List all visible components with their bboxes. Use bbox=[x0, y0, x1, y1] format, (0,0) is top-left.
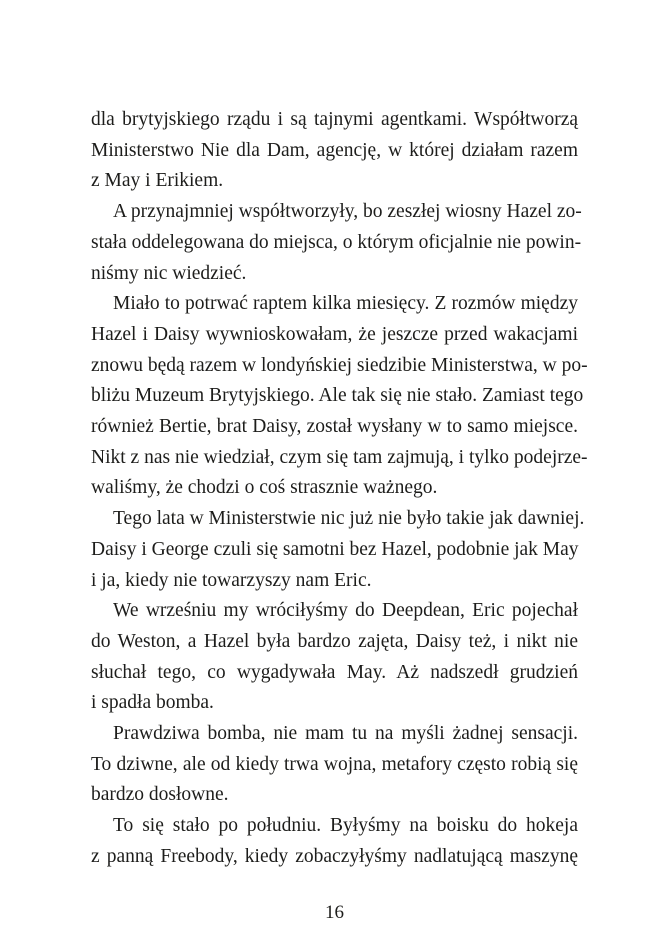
text-line: do Weston, a Hazel była bardzo zajęta, Daisy też, i nikt nie bbox=[91, 630, 578, 652]
text-line: stała oddelegowana do miejsca, o którym oficjalnie nie powin- bbox=[91, 231, 582, 253]
text-line: We wrześniu my wróciłyśmy do Deepdean, Eric pojechał bbox=[113, 600, 578, 622]
text-line: z panną Freebody, kiedy zobaczyłyśmy nadlatującą maszynę bbox=[91, 845, 578, 867]
paragraph bbox=[91, 105, 578, 197]
paragraph bbox=[91, 289, 588, 504]
text-line: Daisy i George czuli się samotni bez Hazel, podobnie jak May bbox=[91, 538, 579, 560]
text-line: To dziwne, ale od kiedy trwa wojna, metafory często robią się bbox=[91, 753, 578, 775]
text-line: waliśmy, że chodzi o coś strasznie ważnego. bbox=[91, 477, 438, 499]
paragraph bbox=[91, 596, 578, 719]
text-line: Miało to potrwać raptem kilka miesięcy. Z rozmów między bbox=[113, 293, 578, 315]
text-line: słuchał tego, co wygadywała May. Aż nadszedł grudzień bbox=[91, 661, 578, 683]
text-line: bliżu Muzeum Brytyjskiego. Ale tak się nie stało. Zamiast tego bbox=[91, 385, 584, 407]
text-line: Hazel i Daisy wywnioskowałam, że jeszcze przed wakacjami bbox=[91, 323, 578, 345]
paragraph bbox=[91, 197, 582, 289]
text-line: Tego lata w Ministerstwie nic już nie było takie jak dawniej. bbox=[113, 508, 585, 530]
paragraph bbox=[91, 719, 578, 811]
text-line: Prawdziwa bomba, nie mam tu na myśli żadnej sensacji. bbox=[113, 723, 578, 745]
paragraph bbox=[91, 504, 585, 596]
text-line: i ja, kiedy nie towarzyszy nam Eric. bbox=[91, 569, 372, 591]
text-line: bardzo dosłowne. bbox=[91, 784, 229, 806]
text-line: dla brytyjskiego rządu i są tajnymi agentkami. Współtworzą bbox=[91, 109, 578, 130]
text-line: To się stało po południu. Byłyśmy na boisku do hokeja bbox=[113, 815, 578, 837]
text-line: A przynajmniej współtworzyły, bo zeszłej wiosny Hazel zo- bbox=[113, 201, 582, 223]
text-line: i spadła bomba. bbox=[91, 692, 214, 714]
body-text bbox=[91, 105, 588, 873]
text-line: również Bertie, brat Daisy, został wysłany w to samo miejsce. bbox=[91, 416, 578, 438]
text-line: Ministerstwo Nie dla Dam, agencję, w której działam razem bbox=[91, 139, 578, 161]
page-number: 16 bbox=[325, 902, 344, 923]
text-line: z May i Erikiem. bbox=[91, 170, 224, 192]
text-line: niśmy nic wiedzieć. bbox=[91, 262, 247, 284]
text-line: znowu będą razem w londyńskiej siedzibie Ministerstwa, w po- bbox=[91, 354, 588, 376]
paragraph bbox=[91, 811, 578, 872]
text-line: Nikt z nas nie wiedział, czym się tam zajmują, i tylko podejrze- bbox=[91, 446, 588, 468]
